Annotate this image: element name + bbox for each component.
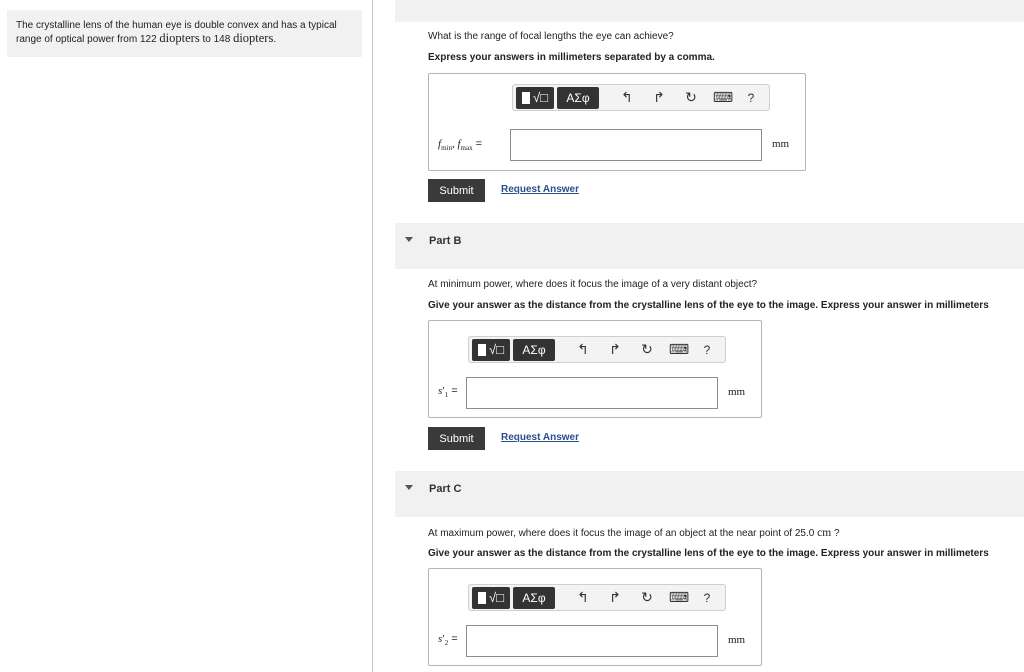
greek-symbols-button[interactable]: ΑΣφ bbox=[557, 87, 599, 109]
part-c-answer-box bbox=[428, 568, 762, 666]
unit-diopters: diopters bbox=[159, 31, 200, 45]
help-button[interactable]: ? bbox=[703, 342, 711, 357]
math-toolbar bbox=[468, 584, 726, 611]
part-c-header[interactable] bbox=[395, 471, 1024, 517]
unit-diopters: diopters bbox=[233, 31, 274, 45]
reset-icon[interactable]: ↻ bbox=[641, 341, 653, 357]
part-b-instruction: Give your answer as the distance from the crystalline lens of the eye to the image. Express your answer in millimeters bbox=[428, 300, 989, 311]
s1-prime-input[interactable] bbox=[466, 377, 718, 409]
part-c-instruction: Give your answer as the distance from the crystalline lens of the eye to the image. Express your answer in millimeters bbox=[428, 548, 989, 559]
request-answer-link[interactable]: Request Answer bbox=[501, 184, 579, 195]
fmin-fmax-input[interactable] bbox=[510, 129, 762, 161]
templates-button[interactable]: √□ bbox=[516, 87, 554, 109]
undo-icon[interactable]: ↰ bbox=[577, 341, 589, 357]
collapse-caret-icon[interactable] bbox=[405, 485, 413, 490]
request-answer-link[interactable]: Request Answer bbox=[501, 432, 579, 443]
reset-icon[interactable]: ↻ bbox=[685, 89, 697, 105]
templates-button[interactable]: √□ bbox=[472, 339, 510, 361]
redo-icon[interactable]: ↱ bbox=[609, 341, 621, 357]
s2-prime-input[interactable] bbox=[466, 625, 718, 657]
math-toolbar bbox=[468, 336, 726, 363]
part-b-answer-box bbox=[428, 320, 762, 418]
math-toolbar bbox=[512, 84, 770, 111]
collapse-caret-icon[interactable] bbox=[405, 237, 413, 242]
redo-icon[interactable]: ↱ bbox=[653, 89, 665, 105]
reset-icon[interactable]: ↻ bbox=[641, 589, 653, 605]
s2-prime-label: $s'_2$ = bbox=[438, 633, 458, 648]
part-b-header[interactable] bbox=[395, 223, 1024, 269]
undo-icon[interactable]: ↰ bbox=[577, 589, 589, 605]
keyboard-icon[interactable]: ⌨ bbox=[668, 341, 690, 357]
part-a-instruction: Express your answers in millimeters separated by a comma. bbox=[428, 52, 715, 63]
submit-button[interactable]: Submit bbox=[428, 427, 485, 450]
unit-label: mm bbox=[772, 138, 790, 150]
panel-divider bbox=[372, 0, 373, 672]
keyboard-icon[interactable]: ⌨ bbox=[712, 89, 734, 105]
part-a-answer-box bbox=[428, 73, 806, 171]
part-a-header bbox=[395, 0, 1024, 22]
fmin-fmax-label: $f_{min}$, $f_{max}$ = bbox=[438, 138, 483, 153]
keyboard-icon[interactable]: ⌨ bbox=[668, 589, 690, 605]
part-c-title: Part C bbox=[429, 483, 462, 495]
problem-statement: The crystalline lens of the human eye is double convex and has a typical range of optical power from 122 diopters to 148 diopters. bbox=[7, 10, 362, 57]
unit-cm: cm bbox=[817, 527, 832, 539]
greek-symbols-button[interactable]: ΑΣφ bbox=[513, 587, 555, 609]
help-button[interactable]: ? bbox=[703, 590, 711, 605]
templates-button[interactable]: √□ bbox=[472, 587, 510, 609]
redo-icon[interactable]: ↱ bbox=[609, 589, 621, 605]
part-b-question: At minimum power, where does it focus the image of a very distant object? bbox=[428, 279, 758, 290]
unit-label: mm bbox=[728, 634, 746, 646]
part-a-question: What is the range of focal lengths the eye can achieve? bbox=[428, 31, 674, 42]
help-button[interactable]: ? bbox=[747, 90, 755, 105]
greek-symbols-button[interactable]: ΑΣφ bbox=[513, 339, 555, 361]
unit-label: mm bbox=[728, 386, 746, 398]
s1-prime-label: $s'_1$ = bbox=[438, 385, 458, 400]
part-c-question: At maximum power, where does it focus the image of an object at the near point of 25.0 cm ? bbox=[428, 527, 840, 539]
undo-icon[interactable]: ↰ bbox=[621, 89, 633, 105]
submit-button[interactable]: Submit bbox=[428, 179, 485, 202]
part-b-title: Part B bbox=[429, 235, 462, 247]
